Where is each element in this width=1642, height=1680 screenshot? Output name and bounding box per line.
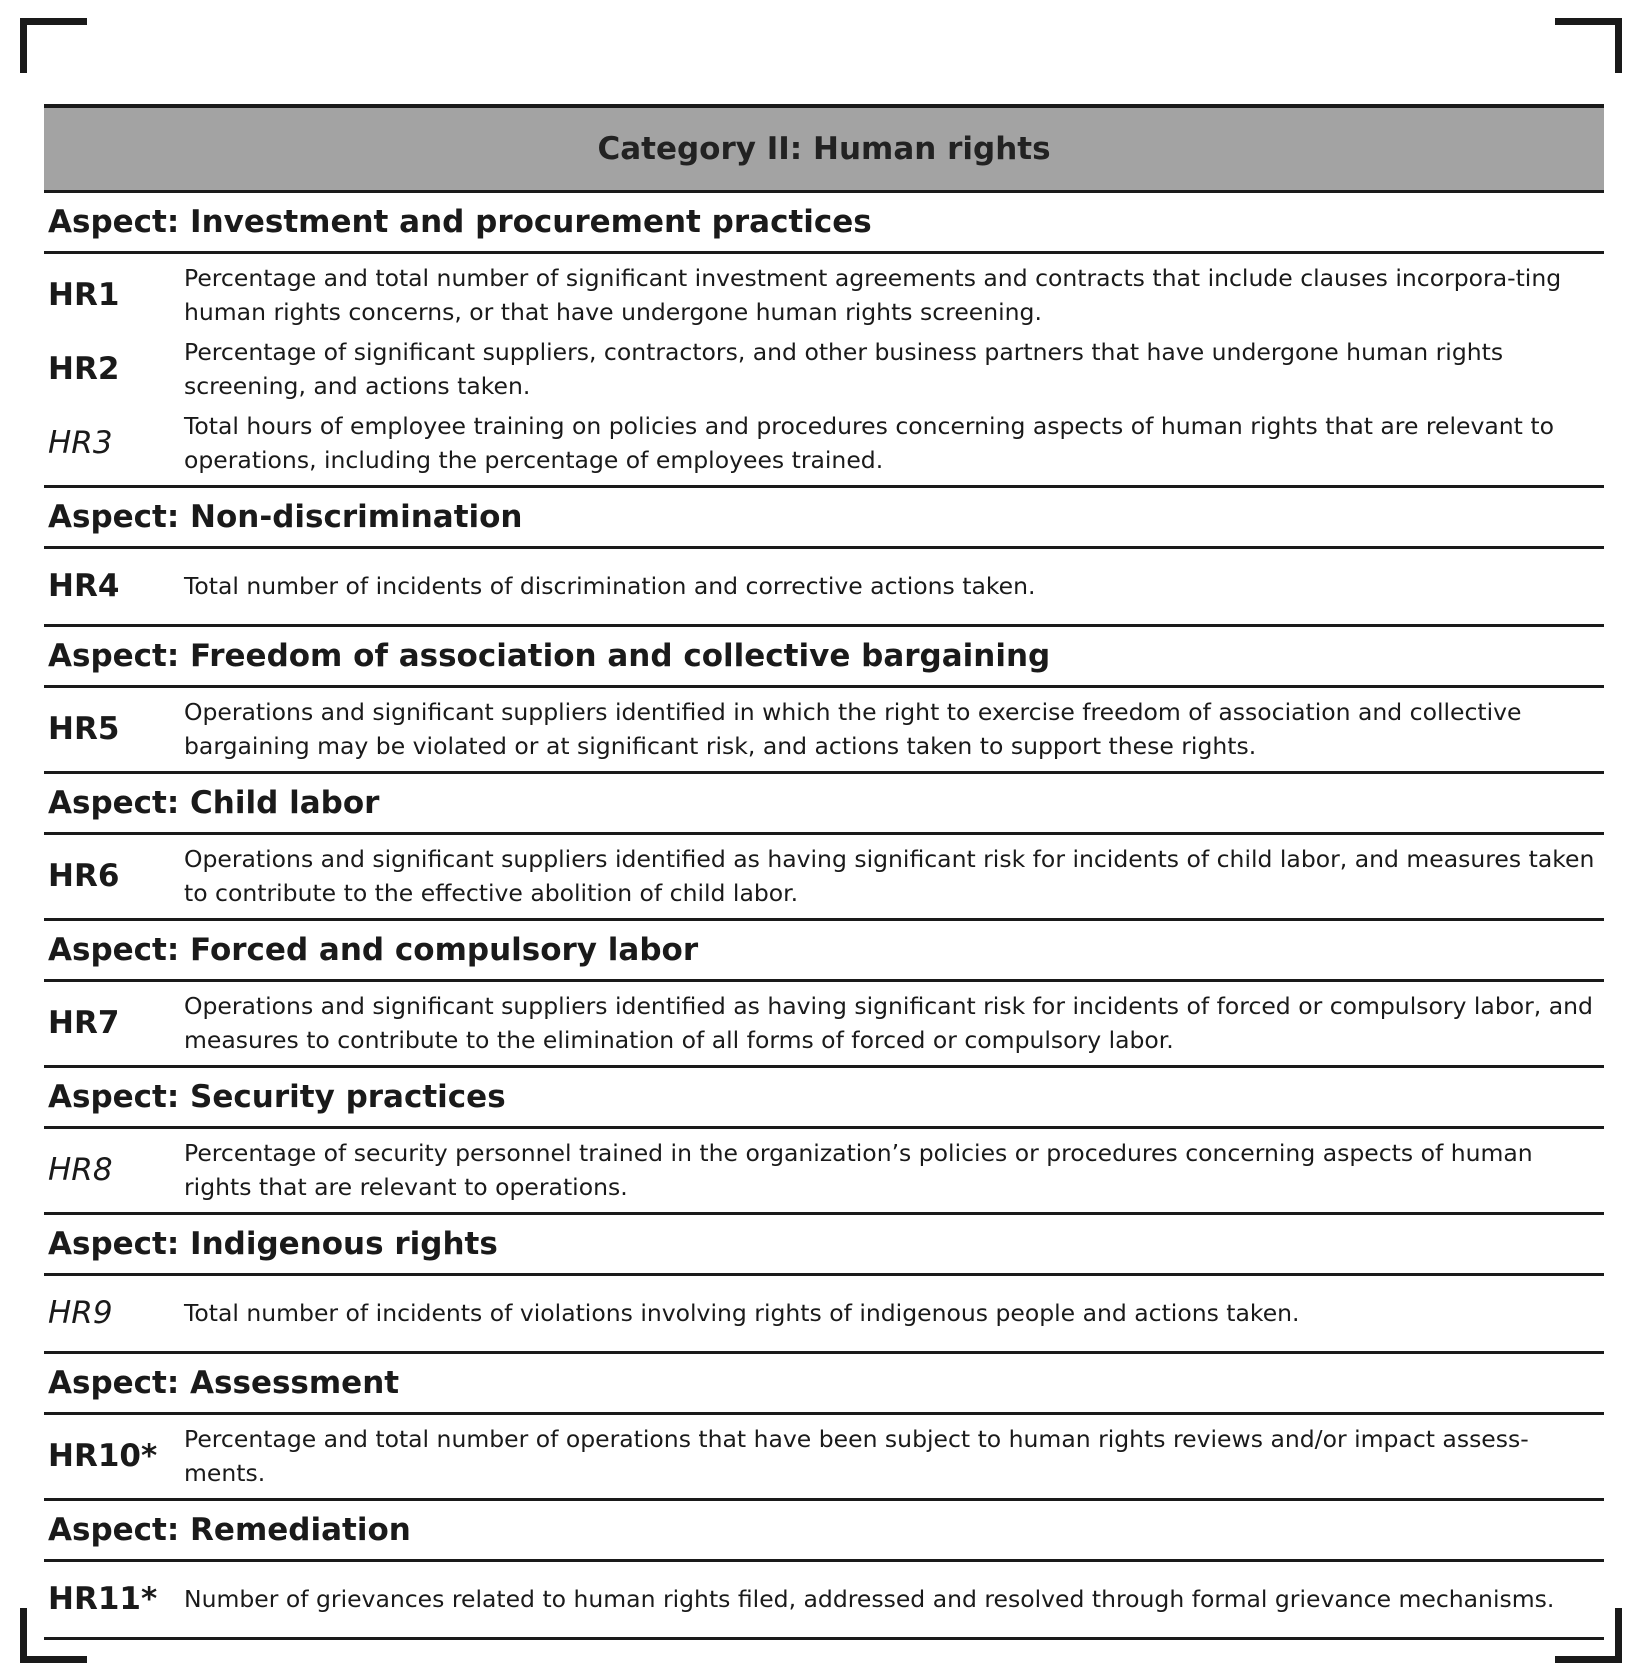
indicator-group — [44, 1562, 1604, 1640]
indicator-group — [44, 1276, 1604, 1354]
indicator-row — [44, 258, 1604, 332]
indicator-table — [44, 104, 1604, 1640]
indicator-code: HR11* — [48, 1581, 158, 1617]
indicator-code: HR7 — [48, 1005, 120, 1041]
indicator-row — [44, 1292, 1604, 1334]
indicator-row — [44, 839, 1604, 913]
indicator-row — [44, 1578, 1604, 1620]
indicator-row — [44, 406, 1604, 480]
indicator-description: Total hours of employee training on policies and procedures concerning aspects of human rights that are relevant to operations, including the percentage of employees trained. — [184, 412, 1554, 474]
aspect-heading: Aspect: Non-discrimination — [44, 488, 1604, 549]
aspect-heading: Aspect: Child labor — [44, 774, 1604, 835]
indicator-group — [44, 688, 1604, 774]
aspect-heading: Aspect: Remediation — [44, 1501, 1604, 1562]
aspect-heading: Aspect: Forced and compulsory labor — [44, 921, 1604, 982]
indicator-group — [44, 1129, 1604, 1215]
indicator-row — [44, 1133, 1604, 1207]
indicator-code: HR4 — [48, 568, 120, 604]
aspect-heading: Aspect: Assessment — [44, 1354, 1604, 1415]
aspect-heading: Aspect: Investment and procurement practices — [44, 193, 1604, 254]
indicator-group — [44, 1415, 1604, 1501]
indicator-description: Operations and significant suppliers identified as having significant risk for incidents of child labor, and measures taken to contribute to the effective abolition of child labor. — [184, 845, 1595, 907]
indicator-description: Percentage of security personnel trained in the organization’s policies or procedures concerning aspects of human rights that are relevant to operations. — [184, 1139, 1533, 1201]
indicator-code: HR9 — [48, 1295, 113, 1331]
indicator-row — [44, 1419, 1604, 1493]
aspect-heading: Aspect: Freedom of association and collective bargaining — [44, 627, 1604, 688]
indicator-code: HR6 — [48, 858, 120, 894]
indicator-code: HR10* — [48, 1438, 158, 1474]
indicator-description: Percentage and total number of operations that have been subject to human rights reviews and/or impact assess-ments. — [184, 1425, 1529, 1487]
indicator-row — [44, 565, 1604, 607]
indicator-description: Total number of incidents of discrimination and corrective actions taken. — [184, 572, 1036, 600]
indicator-group — [44, 549, 1604, 627]
indicator-code: HR2 — [48, 351, 120, 387]
indicator-description: Operations and significant suppliers identified in which the right to exercise freedom of association and collective bargaining may be violated or at significant risk, and actions taken to support these rights. — [184, 698, 1522, 760]
indicator-description: Operations and significant suppliers identified as having significant risk for incidents of forced or compulsory labor, and measures to contribute to the elimination of all forms of forced or compulsory labor. — [184, 992, 1593, 1054]
category-header: Category II: Human rights — [44, 104, 1604, 193]
indicator-description: Percentage and total number of significant investment agreements and contracts that include clauses incorpora-ting human rights concerns, or that have undergone human rights screening. — [184, 264, 1562, 326]
indicator-code: HR5 — [48, 711, 120, 747]
indicator-description: Total number of incidents of violations involving rights of indigenous people and actions taken. — [184, 1299, 1300, 1327]
indicator-code: HR3 — [48, 425, 113, 461]
indicator-row — [44, 692, 1604, 766]
corner-bracket-top-left — [20, 18, 87, 73]
aspect-heading: Aspect: Security practices — [44, 1068, 1604, 1129]
aspect-heading: Aspect: Indigenous rights — [44, 1215, 1604, 1276]
indicator-description: Number of grievances related to human rights filed, addressed and resolved through formal grievance mechanisms. — [184, 1585, 1555, 1613]
indicator-code: HR8 — [48, 1152, 113, 1188]
indicator-row — [44, 332, 1604, 406]
indicator-group — [44, 835, 1604, 921]
corner-bracket-top-right — [1555, 18, 1622, 73]
indicator-group — [44, 254, 1604, 488]
indicator-row — [44, 986, 1604, 1060]
indicator-description: Percentage of significant suppliers, contractors, and other business partners that have undergone human rights screening, and actions taken. — [184, 338, 1504, 400]
indicator-code: HR1 — [48, 277, 120, 313]
indicator-group — [44, 982, 1604, 1068]
